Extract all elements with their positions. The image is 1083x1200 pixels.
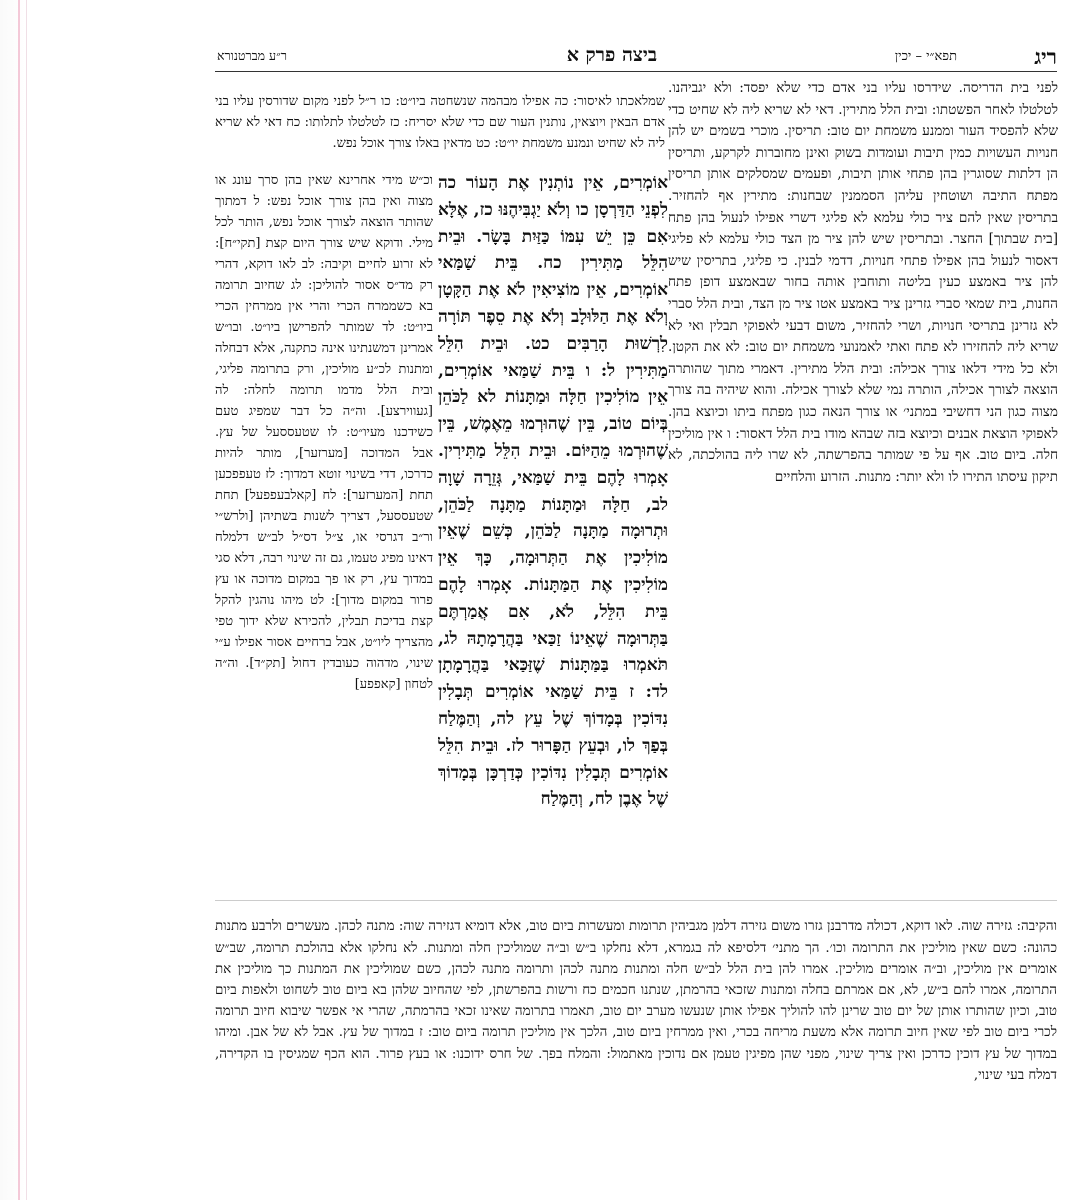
- section-separator: [215, 900, 1057, 901]
- commentary-label-right: ר״ע מברטנורא: [217, 48, 287, 63]
- bartenura-bottom-text: והקיבה: גזירה שוה. לאו דוקא, דכולה מדרבנן גזרו משום גזירה דלמן מגביהין תרומות ומעשרות ביום טוב, אלא דומיא דגזירה שוה: מתנה לכהן. מעשרים ולרבע מתנות כהונה: כשם שאין מוליכין את התרומה וכו׳. הך מתני׳ דלסיפא לה בגמרא, דלא נחלקו ב״ש וב״ה שמוליכין חלה ומתנות. לא נחלקו אלא בהולכת תרומה, שב״ש אומרים אין מוליכין, וב״ה אומרים מוליכין. אמרו להן בית הלל לב״ש חלה ומתנות מתנה לכהן ותרומה מתנה לכהן, כשם שמוליכין את המתנות כך מוליכין את התרומה, אמרו להם ב״ש, לא, אם אמרתם בחלה ומתנות שזכאי בהרמתן, שנתנו חכמים כח ורשות בהפרשתן, לפי שהחיוב שלהן בא ביום טוב לשחוט ולאפות ביום טוב, וכיון שהותרו אותן של יום טוב שרינן להו להוליך אפילו אותן שנעשו מערב יום טוב, תאמרו בתרומה שאינו זכאי בהרמתה, שהרי אי אפשר שיבוא חיוב תרומה לכרי ביום טוב לפי שאין חיוב תרומה אלא משעת מריחה בכרי, ואין ממרחין ביום טוב, הלכך אין מוליכין תרומה ביום טוב: ז במדוך של עץ. אבל לא של אבן. ומיהו במדוך של עץ דוכין כדרכן ואין צריך שינוי, מפני שהן מפיגין טעמן אם נדוכין מאתמול: והמלח בפך. של חרס ידוכנו: או בעץ פרור. הוא הכף שמגיסין בו הקדירה, דמלח בעי שינוי,: [215, 919, 1057, 1083]
- commentary-label-left: תפא״י – יכין: [894, 49, 957, 64]
- header-rule: [215, 71, 1057, 72]
- chapter-title: ביצה פרק א: [566, 44, 657, 66]
- bartenura-column: [668, 78, 1058, 900]
- tifereth-top-block: [215, 78, 665, 170]
- bartenura-text: לפני בית הדריסה. שידרסו עליו בני אדם כדי שלא יפסד: ולא יגביהנו. לטלטלו לאחר הפשטתו: ובית הלל מתירין. דאי לא שריא ליה לא שחיט כדי שלא להפסיד העור וממנע משמחת יום טוב: תריסין. מוכרי בשמים יש להן חנויות העשויות כמין תיבות ועומדות בשוק ואינן מחוברות לקרקע, ותריסין הן דלתות שסוגרין בהן פתחי אותן תיבות, ופעמים שמסלקים אותן תריסין מפתח התיבה ושוטחין עליהן הסממנין שבחנות: מתירין אף להחזיר. בתריסין שאין להם ציר כולי עלמא לא פליגי דשרי אפילו לנעול בהן פתח [בית שבתוך] החצר. ובתריסין שיש להן ציר מן הצד כולי עלמא לא פליגי דאסור לנעול בהן אפילו פתחי חנויות, דדמי לבנין. כי פליגי, בתריסין שיש להן ציר באמצע כעין בליטה ותוחבין אותה בחור שבאמצע דופן פתח החנות, בית שמאי סברי גזרינן ציר באמצע אטו ציר מן הצד, ובית הלל סברי לא גזרינן בתריסי חנויות, ושרי להחזיר, משום דבעי לאפוקי תבלין ואי לא שריא ליה להחזירו לא פתח ואתי לאמנועי משמחת יום טוב: לא את הקטן. ולא כל מידי דלאו צורך אכילה: ובית הלל מתירין. דאמרי מתוך שהותרה הוצאה לצורך אכילה, הותרה נמי שלא לצורך אכילה. והוא שיהיה בה צורך מצוה כגון הני דחשיבי במתני׳ או צורך הנאה כגון מפתח ביתו וכיוצא בהן. לאפוקי הוצאת אבנים וכיוצא בזה שבהא מודו בית הלל דאסור: ו אין מוליכין חלה. ביום טוב. אף על פי שמותר בהפרשתה, לא שרו ליה בהולכתה, לא תיקון עיסתו התירו לו ולא יותר: מתנות. הזרוע והלחיים: [668, 80, 1058, 485]
- tifereth-text: וכ״ש מידי אחרינא שאין בהן סרך עונג או מצוה ואין בהן צורך אוכל נפש: ל דמתוך שהותר הוצאה לצורך אוכל נפש, הותר לכל מילי. ודוקא שיש צורך היום קצת [תקי״ח]: לא זרוע לחיים וקיבה: לב לאו דוקא, דהרי רק מד״ס אסור להוליכן: לג שחיוב תרומה בא כשממרח הכרי והרי אין ממרחין הכרי ביו״ט: לד שמותר להפרישן ביו״ט. ובו״ש אמרינן דמשנתינו אינה כתקנה, אלא דבחלה ומתנות לכ״ע מוליכין, ורק בתרומה פליגי, ובית הלל מדמו תרומה לחלה: לה [געווירצע]. וה״ה כל דבר שמפיג טעם כשידכנו מעיו״ט: לו שטעססעל של עץ. אבל המדוכה [מערזער], מותר להיות כדרכו, דדי בשינוי זוטא דמדוך: לז טעפפכען תחת [המערזער]: לח [קאלבעפפעל] תחת שטעססעל, דצריך לשנות בשתיהן [ולרש״י ור״ב דגרסי או, צ״ל דס״ל לב״ש דלמלח דאינו מפיג טעמו, גם זה שינוי רבה, דלא סגי במדוך עץ, רק או פך במקום מדוכה או עץ פרור במקום מדוך]: לט מיהו נוהגין להקל קצת בדיכת תבלין, להכירא שלא ידוך טפי מהצריך ליו״ט, אבל ברחיים אסור אפילו ע״י שינוי, מדהוה כעובדין דחול [תק״ד]. וה״ה לטחון [קאפפע]: [215, 173, 433, 692]
- page-edge: [0, 0, 27, 1200]
- page-header: [215, 44, 1057, 68]
- tifereth-top-text: שמלאכתו לאיסור: כה אפילו מבהמה שנשחטה ביו״ט: כו ר״ל לפני מקום שדורסין עליו בני אדם הבאין ויוצאין, נותנין העור שם כדי שלא יסריח: כז לטלטלו לתלותו: כח דאי לא שריא ליה לא שחיט ונמנע משמחת יו״ט: כט מדאין באלו צורך אוכל נפש.: [215, 94, 665, 151]
- margin-line: [18, 0, 20, 1200]
- mishna-text: אוֹמְרִים, אֵין נוֹתְנִין אֶת הָעוֹר כה לִפְנֵי הַדַּרְסָן כו וְלֹא יַגְבִּיהֶנּוּ כז, אֶלָּא אִם כֵּן יֵשׁ עִמּוֹ כַּזַּיִת בָּשָׂר. וּבֵית הִלֵּל מַתִּירִין כח. בֵּית שַׁמַּאי אוֹמְרִים, אֵין מוֹצִיאִין לֹא אֶת הַקָּטָן וְלֹא אֶת הַלּוּלָב וְלֹא אֶת סֵפֶר תּוֹרָה לִרְשׁוּת הָרַבִּים כט. וּבֵית הִלֵּל מַתִּירִין ל: ו בֵּית שַׁמַּאי אוֹמְרִים, אֵין מוֹלִיכִין חַלָּה וּמַתָּנוֹת לא לַכֹּהֵן בְּיוֹם טוֹב, בֵּין שֶׁהוּרְמוּ מֵאֶמֶשׁ, בֵּין שֶׁהוּרְמוּ מֵהַיּוֹם. וּבֵית הִלֵּל מַתִּירִין. אָמְרוּ לָהֶם בֵּית שַׁמַּאי, גְּזֵרָה שָׁוָה לב, חַלָּה וּמַתָּנוֹת מַתָּנָה לַכֹּהֵן, וּתְרוּמָה מַתָּנָה לַכֹּהֵן, כְּשֵׁם שֶׁאֵין מוֹלִיכִין אֶת הַתְּרוּמָה, כָּךְ אֵין מוֹלִיכִין אֶת הַמַּתָּנוֹת. אָמְרוּ לָהֶם בֵּית הִלֵּל, לֹא, אִם אֲמַרְתֶּם בַּתְּרוּמָה שֶׁאֵינוֹ זַכַּאי בַּהֲרָמָתָהּ לג, תֹּאמְרוּ בַּמַּתָּנוֹת שֶׁזַּכַּאי בַּהֲרָמָתָן לד: ז בֵּית שַׁמַּאי אוֹמְרִים תְּבָלִין נִדּוֹכִין בְּמָדוֹךְ שֶׁל עֵץ לה, וְהַמֶּלַח בְּפַךְ לו, וּבְעֵץ הַפָּרוּר לז. וּבֵית הִלֵּל אוֹמְרִים תְּבָלִין נִדּוֹכִין כְּדַרְכָּן בְּמָדוֹךְ שֶׁל אֶבֶן לח, וְהַמֶּלַח: [438, 173, 668, 810]
- bartenura-bottom-block: [215, 903, 1057, 1093]
- tifereth-column: [215, 170, 433, 898]
- page-number: ריג: [1034, 44, 1057, 69]
- mishna-column: [438, 170, 668, 900]
